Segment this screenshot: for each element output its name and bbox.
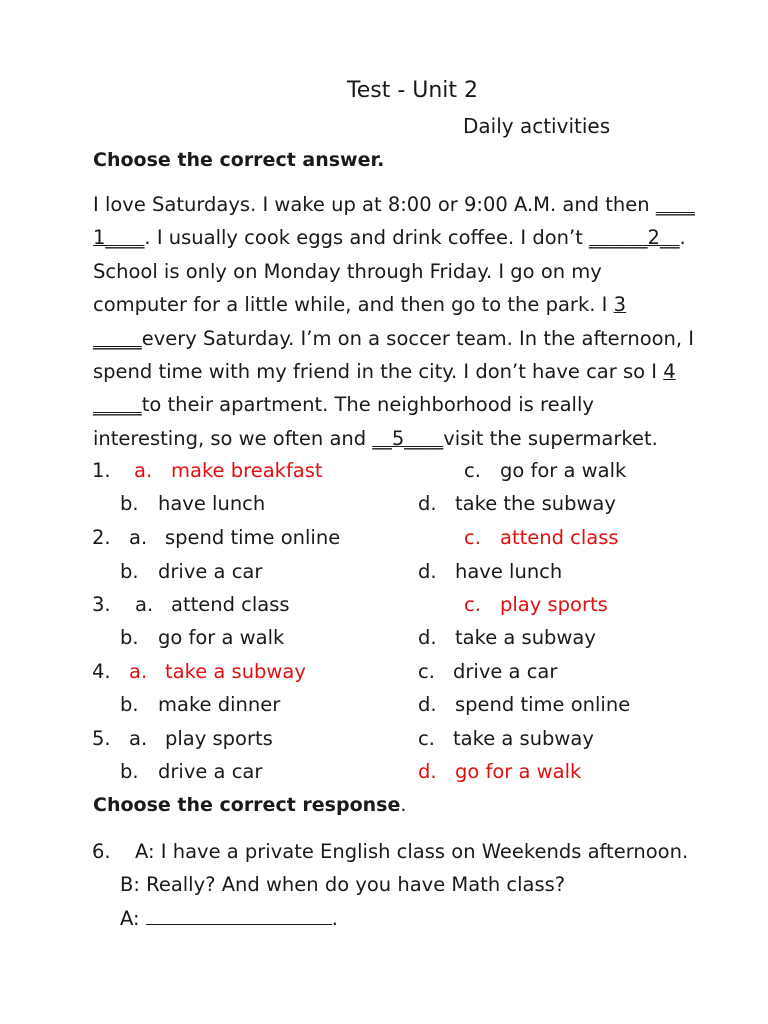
answer-option: d. take a subway <box>418 626 596 649</box>
answer-option-correct: c. attend class <box>464 526 619 549</box>
answer-option: a. play sports <box>129 727 273 750</box>
blank-1-start: ____ <box>655 193 695 216</box>
blank-4-number: 4 <box>663 359 676 383</box>
page-subtitle: Daily activities <box>463 114 611 138</box>
blank-2: ______2__ <box>589 226 680 250</box>
question-number: 3. <box>92 593 111 616</box>
passage-text: interesting, so we often and <box>93 426 373 450</box>
passage-text: to their apartment. The neighborhood is really <box>141 393 594 417</box>
answer-option-correct: c. play sports <box>464 593 608 616</box>
answer-option-correct: a. take a subway <box>129 660 306 683</box>
passage-line <box>93 188 693 221</box>
passage-text: spend time with my friend in the city. I don’t have car so I <box>93 359 664 383</box>
passage-text: I love Saturdays. I wake up at 8:00 or 9:00 A.M. and then <box>93 193 656 216</box>
answer-option: b. make dinner <box>120 693 281 716</box>
passage-line <box>93 322 693 355</box>
answer-option: b. drive a car <box>120 560 263 583</box>
answer-option: c. take a subway <box>418 727 594 750</box>
answer-option-correct: a. make breakfast <box>134 459 323 482</box>
dialogue-line: B: Really? And when do you have Math class? <box>120 873 566 896</box>
passage-text: . <box>679 226 686 250</box>
dialogue-line: A: I have a private English class on Weekends afternoon. <box>135 840 689 863</box>
answer-option: d. have lunch <box>418 560 563 583</box>
passage-text: every Saturday. I’m on a soccer team. In the afternoon, I <box>141 326 695 350</box>
blank-5: __5____ <box>372 426 444 450</box>
answer-option: c. drive a car <box>418 660 558 683</box>
section-heading-response: Choose the correct response. <box>93 794 407 816</box>
blank-3: _____ <box>93 326 142 350</box>
answer-option: b. drive a car <box>120 760 263 783</box>
reading-passage <box>93 188 693 455</box>
passage-text: . I usually cook eggs and drink coffee. I don’t <box>144 226 590 250</box>
answer-option: d. take the subway <box>418 492 616 515</box>
blank-4: _____ <box>93 393 142 417</box>
answer-option: b. have lunch <box>120 492 266 515</box>
passage-line <box>93 388 693 421</box>
answer-option: c. go for a walk <box>464 459 627 482</box>
answer-option: d. spend time online <box>418 693 631 716</box>
question-number: 5. <box>92 727 111 750</box>
passage-line <box>93 288 693 321</box>
answer-blank[interactable] <box>146 906 332 925</box>
answer-option: a. attend class <box>135 593 290 616</box>
blank-1: 1____ <box>93 226 145 250</box>
question-number: 2. <box>92 526 111 549</box>
answer-option: a. spend time online <box>129 526 341 549</box>
passage-line: School is only on Monday through Friday. I go on my <box>93 259 602 283</box>
passage-line <box>93 422 693 455</box>
section-heading-answer: Choose the correct answer. <box>93 149 385 171</box>
question-number: 1. <box>92 459 111 482</box>
passage-line <box>93 355 693 388</box>
page-title: Test - Unit 2 <box>347 78 479 103</box>
dialogue-line: A: . <box>120 907 338 930</box>
question-number: 6. <box>92 840 111 863</box>
passage-line <box>93 221 693 254</box>
blank-3-number: 3 <box>613 293 627 317</box>
answer-option: b. go for a walk <box>120 626 285 649</box>
answer-option-correct: d. go for a walk <box>418 760 582 783</box>
passage-text: computer for a little while, and then go to the park. I <box>93 293 614 317</box>
passage-text: visit the supermarket. <box>443 426 658 450</box>
question-number: 4. <box>92 660 111 683</box>
